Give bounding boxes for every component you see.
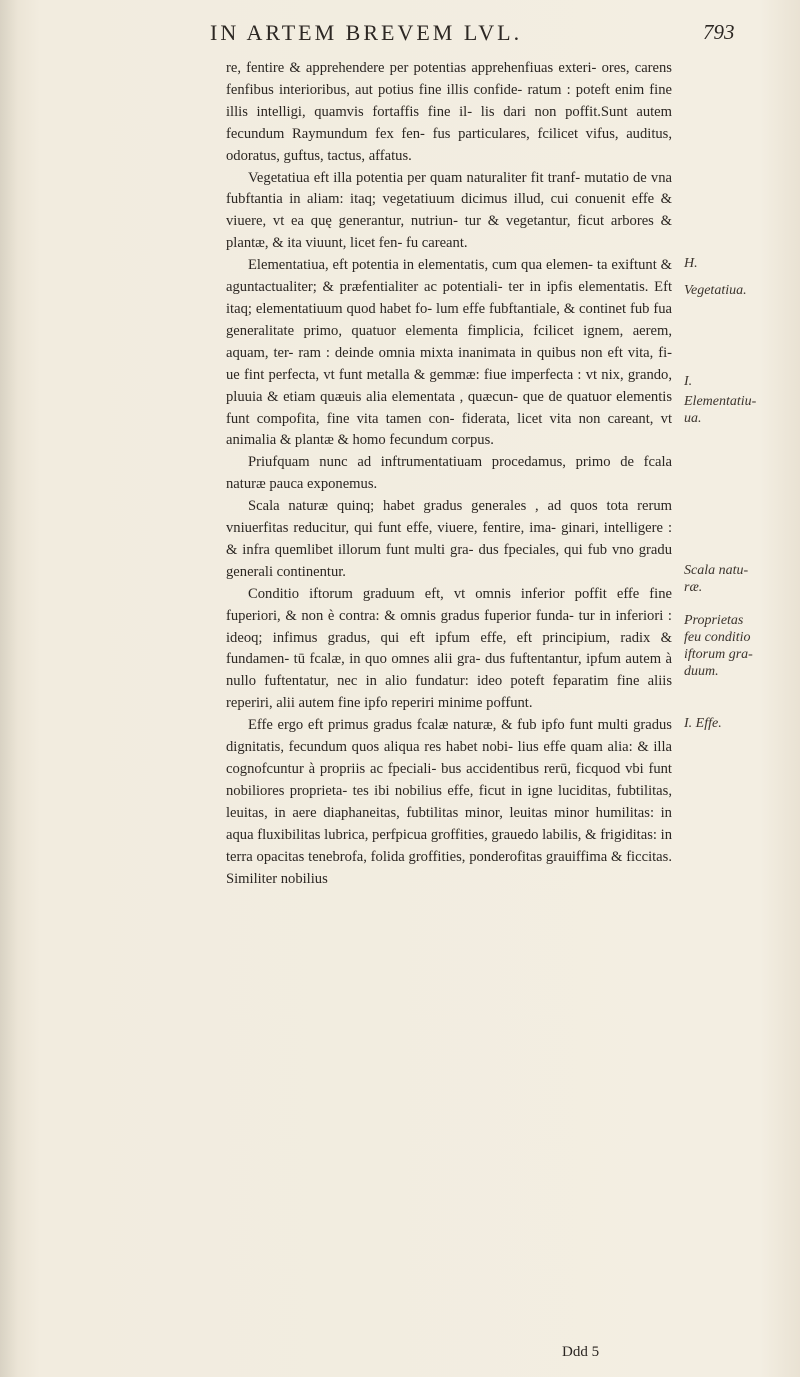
paragraph	[226, 255, 672, 452]
text-line: que de quatuor elementis funt compofita, fine vita tamen con-	[226, 388, 673, 427]
text-line: dus fpeciales, qui fub vno gradu generali continentur.	[226, 541, 672, 580]
text-line: Vegetatiua eft illa potentia per quam naturaliter fit tranf-	[248, 169, 585, 186]
text-line: de fcala naturæ pauca exponemus.	[226, 454, 672, 493]
text-line: nix, grando, pluuia & etiam quæuis alia elementata , quæcun-	[226, 366, 672, 405]
text-line: humilitas: in aqua fluxibilitas lubrica, perfpicua groffities,	[226, 804, 672, 843]
margin-note-line: Vegetatiua.	[684, 283, 747, 298]
margin-note	[684, 562, 796, 596]
text-line: fus particulares, fcilicet vifus, auditus, odoratus, guftus, tactus,	[226, 125, 672, 164]
margin-note	[684, 393, 796, 427]
margin-note	[684, 255, 796, 272]
text-line: in aere diaphaneitas, fubtilitas minor, leuitas minor	[274, 804, 596, 821]
text-line: Effe ergo eft primus gradus fcalæ naturæ, & fub ipfo funt	[248, 717, 598, 734]
text-line: ores, carens fenfibus interioribus, aut potius fine illis confide-	[226, 60, 672, 98]
margin-note	[684, 715, 796, 732]
text-line: rerum vniuerfitas reducitur, qui funt effe, viuere, fentire, ima-	[226, 498, 672, 537]
text-line: Priufquam nunc ad inftrumentatiuam procedamus, primo	[248, 454, 621, 471]
paragraph	[226, 168, 672, 256]
text-line: ta exiftunt & aguntactualiter; & præfentialiter ac potentiali-	[226, 257, 673, 296]
running-title: IN ARTEM BREVEM LVL.	[210, 20, 523, 45]
margin-note	[684, 282, 796, 299]
text-line: illud, cui conuenit effe & viuere, vt ea quę generantur, nutriun-	[226, 191, 672, 230]
text-line: tur in inferiori : ideoq; infimus gradus, qui eft ipfum effe, eft	[226, 607, 672, 646]
signature-mark: Ddd 5	[562, 1344, 600, 1360]
margin-notes	[684, 0, 796, 1377]
text-line: tur & vegetantur, ficut arbores & plantæ, & ita viuunt, licet fen-	[226, 213, 672, 252]
text-line: Scala naturæ quinq; habet gradus generales , ad quos tota	[248, 498, 638, 515]
text-line: fu careant.	[405, 235, 468, 252]
text-line: fundatur: ideo poteft feparatim fine aliis reperiri, alii autem	[226, 673, 672, 712]
text-line: affatus.	[368, 147, 412, 164]
margin-note-line: ræ.	[684, 580, 703, 595]
page-number: 793	[703, 20, 735, 44]
margin-note-line: I.	[684, 374, 693, 389]
margin-note	[684, 612, 796, 680]
text-line: quatuor elementa fimplicia, fcilicet ignem, aerem, aquam, ter-	[226, 322, 672, 361]
paragraph	[226, 452, 672, 496]
text-line: dus fuftentantur, ipfum autem à nullo fuftentatur, nec in alio	[226, 651, 672, 690]
main-text-block	[226, 58, 672, 890]
text-line: lum effe fubftantiale, & continet fub fua generalitate primo,	[226, 300, 672, 339]
paragraph	[226, 584, 672, 715]
text-line: ue fint perfecta, vt funt metalla & gemmæ: fiue imperfecta : vt	[226, 366, 602, 383]
margin-note-line: Proprietas	[684, 613, 744, 628]
paragraph	[226, 715, 672, 890]
margin-note	[684, 373, 796, 390]
text-line: ram : deinde omnia mixta inanimata in quibus non eft vita, fi-	[298, 344, 672, 361]
text-line: lis dari non poffit.Sunt autem fecundum Raymundum fex fen-	[226, 103, 673, 142]
text-line: principium, radix & fundamen- tū fcalæ, in quo omnes alii gra-	[226, 629, 672, 668]
text-line: Elementatiua, eft potentia in elementatis, cum qua elemen-	[248, 257, 597, 274]
text-line: bus accidentibus rerū, ficquod vbi funt nobiliores proprieta-	[226, 761, 672, 799]
margin-note-line: duum.	[684, 664, 719, 679]
text-line: multi gradus dignitatis, fecundum quos aliqua res habet nobi-	[226, 717, 672, 756]
text-line: re, fentire & apprehendere per potentias apprehenfiuas exteri-	[226, 60, 602, 76]
paragraph	[226, 496, 672, 584]
margin-note-line: Scala natu-	[684, 563, 749, 578]
margin-note-line: ua.	[684, 411, 702, 426]
running-head	[0, 14, 800, 54]
margin-note-line: I. Effe.	[684, 716, 722, 731]
text-line: fecundum corpus.	[389, 432, 494, 449]
margin-note-line: Elementatiu-	[684, 394, 757, 409]
text-line: groffities, ponderofitas grauiffima & ficcitas. Similiter nobilius	[226, 848, 672, 887]
paragraph	[226, 58, 672, 168]
margin-note-line: iftorum gra-	[684, 647, 753, 662]
margin-note-line: H.	[684, 256, 698, 271]
margin-note-line: feu conditio	[684, 630, 751, 645]
text-line: mutatio de vna fubftantia in aliam: itaq; vegetatiuum dicimus	[226, 169, 672, 208]
text-line: grauedo labilis, & frigiditas: in terra opacitas tenebrofa, folida	[226, 826, 672, 865]
text-line: Conditio iftorum graduum eft, vt omnis inferior poffit effe	[248, 585, 650, 602]
text-line: fiderata, licet vita non careant, vt animalia & plantæ & homo	[226, 410, 672, 449]
text-line: ginari, intelligere : & infra quemlibet illorum funt multi gra-	[226, 520, 672, 558]
text-line: tes ibi nobilius effe, ficut in igne luciditas, fubtilitas, leuitas,	[226, 782, 672, 821]
text-line: fine fuperiori, & non è contra: & omnis gradus fuperior funda-	[226, 585, 672, 624]
text-line: lius effe quam alia: & illa cognofcuntur à propriis ac fpeciali-	[226, 739, 672, 777]
text-line: fine ipfo reperiri minime poffunt.	[337, 695, 533, 712]
gutter-shadow	[0, 0, 18, 1377]
text-line: ratum : poteft enim fine illis intelligi, quamvis fortaffis fine il-	[226, 81, 672, 120]
text-line: ter in ipfis elementatis. Eft itaq; elementatiuum quod habet fo-	[226, 279, 672, 317]
